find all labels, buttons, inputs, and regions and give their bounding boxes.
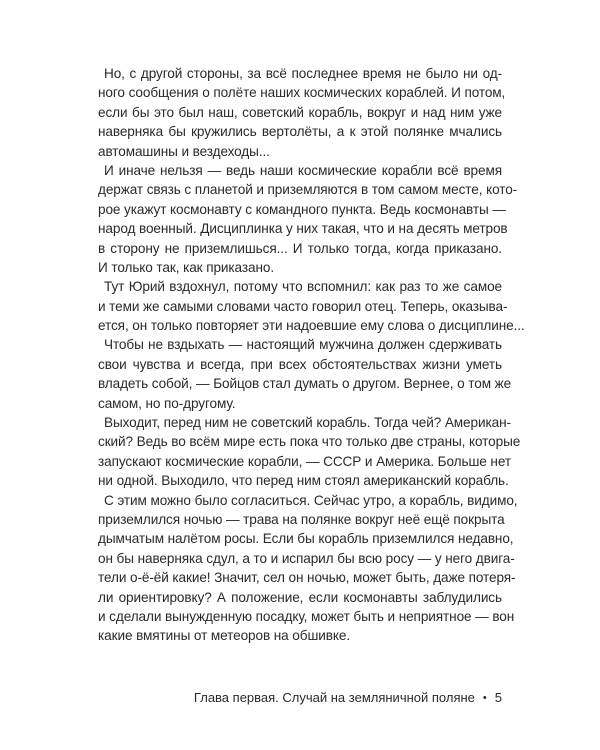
text-line: И иначе нельзя — ведь наши космические корабли всё время [104,162,502,178]
bullet-separator: • [482,691,487,704]
text-line: Чтобы не вздыхать — настоящий мужчина должен сдерживать [104,337,502,353]
text-line: какие вмятины от метеоров на обшивке. [98,628,351,644]
paragraph-4 [98,335,512,413]
text-line: он бы наверняка сдул, а то и испарил бы всю росу — у него двига- [98,550,515,566]
page-footer [194,690,502,705]
text-line: приземлился ночью — трава на полянке вокруг неё ещё покрыта [98,511,505,527]
text-line: дымчатым налётом росы. Если бы корабль приземлился недавно, [98,531,514,547]
text-line: рое укажут космонавту с командного пункта. Ведь космонавты — [98,201,506,217]
text-line: ного сообщения о полёте наших космических кораблей. И потом, [98,85,506,101]
text-line: ется, он только повторяет эти надоевшие ему слова о дисциплине... [98,318,525,334]
running-title: Глава первая. Случай на земляничной поляне [193,690,475,705]
text-line: Выходит, перед ним не советский корабль. Тогда чей? Американ- [104,415,511,431]
paragraph-3 [98,277,525,335]
paragraph-1 [98,64,506,161]
text-line: народ военный. Дисциплинка у них такая, что и на десять метров [98,221,508,237]
text-line: С этим можно было согласиться. Сейчас утро, а корабль, видимо, [104,492,518,508]
text-line: и теми же самыми словами часто говорил отец. Теперь, оказыва- [98,298,508,314]
text-line: самом, но по-другому. [98,395,236,411]
text-line: ни одной. Выходило, что перед ним стоял американский корабль. [98,473,509,489]
text-line: держат связь с планетой и приземляются в том самом месте, кото- [98,182,518,198]
paragraph-5 [98,413,521,491]
text-line: ли ориентировку? А положение, если космонавты заблудились [98,589,502,605]
text-line: автомашины и вездеходы... [98,143,270,159]
text-line: если бы это был наш, советский корабль, вокруг и над ним уже [98,104,502,120]
text-line: запускают космические корабли, — СССР и Америка. Больше нет [98,453,511,469]
text-line: наверняка бы кружились вертолёты, а к этой полянке мчались [98,124,502,140]
text-line: Но, с другой стороны, за всё последнее время не было ни од- [104,66,502,81]
text-line: И только так, как приказано. [98,259,275,275]
text-line: ский? Ведь во всём мире есть пока что только две страны, которые [98,434,521,450]
text-line: в сторону не приземлишься... И только тогда, когда приказано. [98,240,502,256]
text-line: тели о-ё-ёй какие! Значит, сел он ночью, может быть, даже потеря- [98,570,516,586]
text-line: владеть собой, — Бойцов стал думать о другом. Вернее, о том же [98,376,512,392]
text-line: свои чувства и всегда, при всех обстоятельствах жизни уметь [98,356,502,372]
text-line: и сделали вынужденную посадку, может быть и неприятное — вон [98,608,515,624]
page-number: 5 [494,690,502,705]
paragraph-2 [98,161,518,277]
paragraph-6 [98,491,518,646]
body-text [98,64,525,646]
text-line: Тут Юрий вздохнул, потому что вспомнил: как раз то же самое [104,279,502,295]
